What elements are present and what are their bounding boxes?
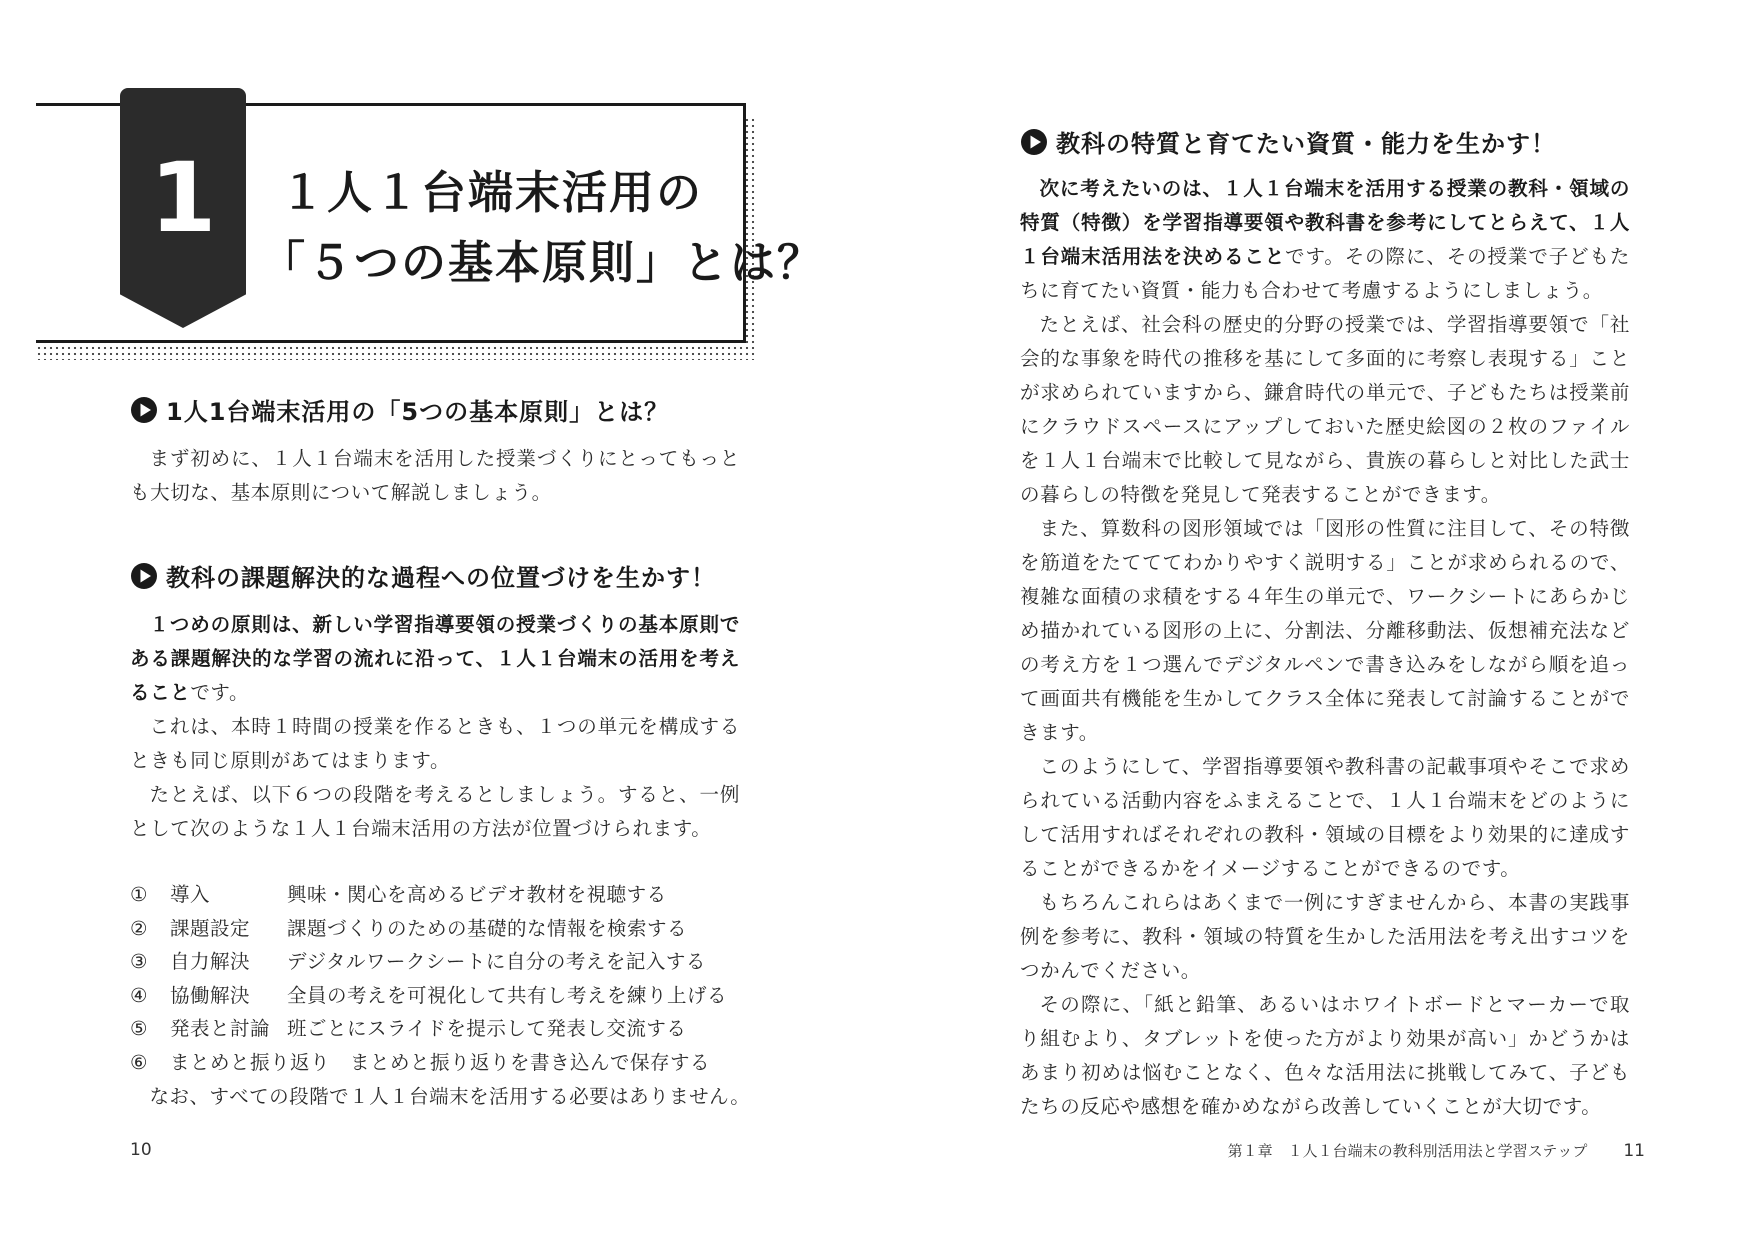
paragraph — [1020, 172, 1630, 308]
list-item — [130, 945, 750, 979]
step-action: 全員の考えを可視化して共有し考えを練り上げる — [287, 983, 728, 1007]
step-number: ① — [130, 883, 148, 906]
paragraph: このようにして、学習指導要領や教科書の記載事項やそこで求められている活動内容をふまえることで、１人１台端末をどのようにして活用すればそれぞれの教科・領域の目標をより効果的に達成することができるかをイメージすることができるのです。 — [1020, 755, 1630, 880]
section-heading-text: 教科の課題解決的な過程への位置づけを生かす！ — [166, 564, 716, 592]
paragraph-rest: です。 — [190, 681, 250, 704]
paragraph: また、算数科の図形領域では「図形の性質に注目して、その特徴を筋道をたてててわかりやすく説明する」ことが求められるので、複雑な面積の求積をする４年生の単元で、ワークシートにあらかじめ描かれている図形の上に、分割法、分離移動法、仮想補充法などの考え方を１つ選んでデジタルペンで書き込みをしながら順を追って画面共有機能を生かしてクラス全体に発表して討論することができます。 — [1020, 517, 1630, 744]
list-item — [130, 878, 750, 912]
page-number-left: 10 — [130, 1140, 152, 1160]
paragraph-rest: です。その際に、その授業で子どもたちに育てたい資質・能力も合わせて考慮するようにしましょう。 — [1020, 245, 1630, 302]
step-action: デジタルワークシートに自分の考えを記入する — [287, 950, 706, 973]
step-stage: 導入 — [170, 883, 211, 906]
chapter-title — [260, 158, 825, 298]
section-heading-text: 教科の特質と育てたい資質・能力を生かす！ — [1056, 130, 1556, 158]
paragraph: これは、本時１時間の授業を作るときも、１つの単元を構成するときも同じ原則があてはまります。 — [130, 715, 740, 772]
play-circle-icon — [130, 396, 158, 424]
step-stage: 協働解決 — [170, 983, 251, 1007]
paragraph: たとえば、以下６つの段階を考えるとしましょう。すると、一例として次のような１人１台端末活用の方法が位置づけられます。 — [130, 783, 740, 840]
chapter-title-line2: 「５つの基本原則」とは？ — [260, 236, 825, 289]
step-number: ④ — [130, 983, 148, 1007]
step-action: 興味・関心を高めるビデオ教材を視聴する — [287, 883, 667, 906]
paragraph: まず初めに、１人１台端末を活用した授業づくりにとってもっとも大切な、基本原則について解説しましょう。 — [130, 447, 740, 504]
step-action: 班ごとにスライドを提示して発表し交流する — [287, 1017, 687, 1040]
section-heading-text: 1人1台端末活用の「5つの基本原則」とは？ — [166, 398, 670, 426]
principle-one-text — [130, 608, 740, 846]
intro-text — [130, 442, 740, 510]
step-number: ③ — [130, 950, 148, 973]
list-item — [130, 1012, 750, 1046]
running-chapter-title: 第１章 １人１台端末の教科別活用法と学習ステップ — [1227, 1142, 1588, 1160]
emphasis-text: 次に考えたいのは、１人１台端末を活用する授業の教科・領域の特質（特徴）を学習指導要領や教科書を参考にしてとらえて、１人１台端末活用法を決めること — [1020, 177, 1630, 268]
play-circle-icon — [1020, 128, 1048, 156]
paragraph: もちろんこれらはあくまで一例にすぎませんから、本書の実践事例を参考に、教科・領域の特質を生かした活用法を考え出すコツをつかんでください。 — [1020, 891, 1630, 982]
paragraph: その際に、「紙と鉛筆、あるいはホワイトボードとマーカーで取り組むより、タブレットを使った方がより効果が高い」かどうかはあまり初めは悩むことなく、色々な活用法に挑戦してみて、子どもたちの反応や感想を確かめながら改善していくことが大切です。 — [1020, 993, 1630, 1118]
step-stage: 自力解決 — [170, 950, 251, 973]
chapter-title-line1: １人１台端末活用の — [280, 166, 704, 219]
page-number-right: 11 — [1623, 1141, 1645, 1161]
list-item — [130, 1046, 750, 1080]
paragraph — [130, 608, 740, 710]
section-heading-subject-traits — [1020, 124, 1556, 159]
page-footer-right — [1228, 1140, 1645, 1161]
step-action: 課題づくりのための基礎的な情報を検索する — [287, 916, 688, 940]
step-stage: 発表と討論 — [170, 1017, 271, 1040]
step-number: ⑥ — [130, 1050, 148, 1074]
section-heading-principles — [130, 392, 669, 427]
step-action: まとめと振り返りを書き込んで保存する — [350, 1050, 711, 1074]
learning-steps-list — [130, 878, 750, 1079]
step-number: ② — [130, 916, 148, 940]
section-heading-problem-solving — [130, 558, 716, 593]
chapter-number: 1 — [149, 142, 217, 254]
list-item — [130, 979, 750, 1013]
principle-two-text — [1020, 172, 1630, 1124]
step-stage: 課題設定 — [170, 916, 251, 940]
list-item — [130, 912, 750, 946]
play-circle-icon — [130, 562, 158, 590]
paragraph: たとえば、社会科の歴史的分野の授業では、学習指導要領で「社会的な事象を時代の推移を基にして多面的に考察し表現する」ことが求められていますから、鎌倉時代の単元で、子どもたちは授業前にクラウドスペースにアップしておいた歴史絵図の２枚のファイルを１人１台端末で比較して見ながら、貴族の暮らしと対比した武士の暮らしの特徴を発見して発表することができます。 — [1020, 313, 1630, 506]
emphasis-text: １つめの原則は、新しい学習指導要領の授業づくりの基本原則である課題解決的な学習の流れに沿って、１人１台端末の活用を考えること — [130, 613, 740, 704]
step-stage: まとめと振り返り — [170, 1050, 331, 1074]
note-text: なお、すべての段階で１人１台端末を活用する必要はありません。 — [149, 1085, 751, 1108]
step-number: ⑤ — [130, 1017, 148, 1040]
